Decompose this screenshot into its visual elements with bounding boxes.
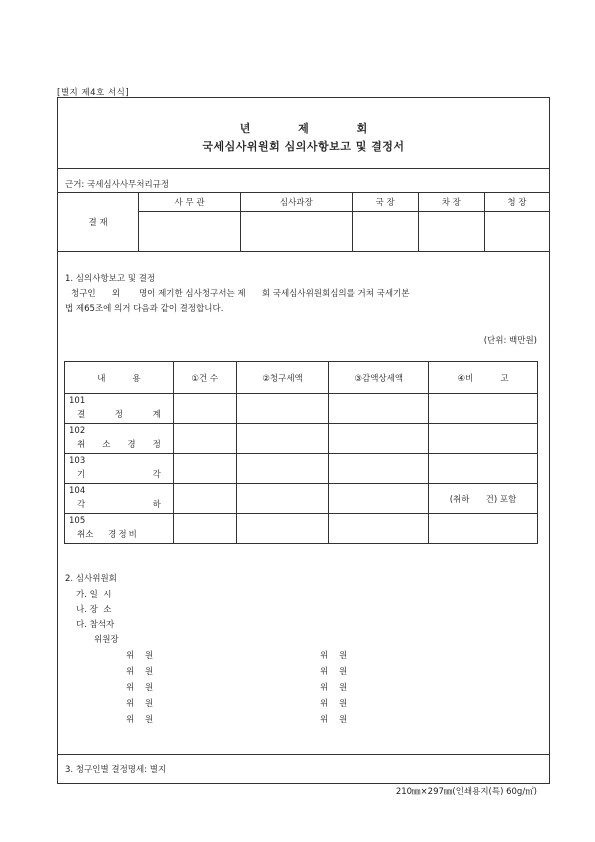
cell-remarks[interactable] (429, 454, 538, 484)
cell-remarks[interactable] (429, 394, 538, 424)
form-title-line1 (58, 120, 549, 136)
approval-label: 결 재 (58, 193, 139, 252)
table-row (65, 514, 538, 544)
member-right: 위 원 (320, 683, 348, 693)
cell-count[interactable] (173, 484, 236, 514)
approval-col-commissioner: 청 장 (484, 193, 549, 212)
member-left: 위 원 (126, 651, 154, 661)
cell-remarks[interactable]: (취하 건) 포함 (429, 484, 538, 514)
legal-basis: 근거: 국세심사사무처리규정 (65, 180, 170, 190)
cell-reduced-tax[interactable] (329, 424, 429, 454)
approval-sign-deputy[interactable] (418, 212, 484, 252)
cell-count[interactable] (173, 454, 236, 484)
member-right: 위 원 (320, 667, 348, 677)
approval-sign-officer[interactable] (139, 212, 241, 252)
form-number: [별지 제4호 서식] (57, 88, 130, 98)
cell-claimed-tax[interactable] (236, 484, 329, 514)
approval-col-section-chief: 심사과장 (241, 193, 352, 212)
cell-reduced-tax[interactable] (329, 514, 429, 544)
meeting-date-label: 가. 일 시 (76, 590, 112, 600)
cell-reduced-tax[interactable] (329, 454, 429, 484)
member-right: 위 원 (320, 699, 348, 709)
section2-heading: 2. 심사위원회 (65, 574, 117, 584)
table-row (65, 484, 538, 514)
approval-table (58, 192, 549, 252)
member-left: 위 원 (126, 715, 154, 725)
header-content: 내 용 (65, 362, 174, 394)
paper-spec: 210㎜×297㎜(인쇄용지(특) 60g/㎡) (395, 787, 537, 797)
header-remarks: ④비 고 (429, 362, 538, 394)
row-label: 103 기 각 (65, 454, 174, 484)
cell-claimed-tax[interactable] (236, 454, 329, 484)
approval-sign-bureau-director[interactable] (352, 212, 418, 252)
meeting-place-label: 나. 장 소 (76, 605, 112, 615)
cell-remarks[interactable] (429, 424, 538, 454)
cell-count[interactable] (173, 514, 236, 544)
section1-body-line1: 청구인 외 명이 제기한 심사청구서는 제 회 국세심사위원회심의를 거쳐 국세기본 (71, 289, 410, 299)
cell-reduced-tax[interactable] (329, 484, 429, 514)
approval-col-officer: 사 무 관 (139, 193, 241, 212)
cell-count[interactable] (173, 394, 236, 424)
title-number: 제 (298, 122, 309, 135)
table-row (65, 424, 538, 454)
approval-sign-commissioner[interactable] (484, 212, 549, 252)
member-left: 위 원 (126, 667, 154, 677)
divider (58, 168, 549, 169)
section1-heading: 1. 심의사항보고 및 결정 (65, 274, 156, 284)
form-frame (57, 97, 550, 784)
table-row (65, 394, 538, 424)
header-count: ①건 수 (173, 362, 236, 394)
section3-text: 3. 청구인별 결정명세: 별지 (65, 765, 167, 775)
unit-label: (단위: 백만원) (483, 336, 537, 346)
member-right: 위 원 (320, 651, 348, 661)
title-year: 년 (239, 122, 251, 135)
row-label: 102 취 소 경 정 (65, 424, 174, 454)
cell-claimed-tax[interactable] (236, 394, 329, 424)
row-label: 105 취소 경정비 (65, 514, 174, 544)
cell-count[interactable] (173, 424, 236, 454)
approval-col-deputy: 차 장 (418, 193, 484, 212)
attendees-label: 다. 참석자 (76, 620, 115, 630)
cell-reduced-tax[interactable] (329, 394, 429, 424)
section1-body-line2: 법 제65조에 의거 다음과 같이 결정합니다. (65, 304, 224, 314)
chair-label: 위원장 (94, 635, 119, 645)
header-claimed-tax: ②청구세액 (236, 362, 329, 394)
title-session: 회 (356, 122, 368, 135)
member-left: 위 원 (126, 683, 154, 693)
row-label: 104 각 하 (65, 484, 174, 514)
approval-col-bureau-director: 국 장 (352, 193, 418, 212)
cell-claimed-tax[interactable] (236, 514, 329, 544)
row-label: 101 결 정 계 (65, 394, 174, 424)
member-left: 위 원 (126, 699, 154, 709)
divider (58, 754, 549, 755)
cell-remarks[interactable] (429, 514, 538, 544)
member-right: 위 원 (320, 715, 348, 725)
header-reduced-tax: ③감액상세액 (329, 362, 429, 394)
approval-sign-section-chief[interactable] (241, 212, 352, 252)
decision-table (64, 361, 538, 544)
cell-claimed-tax[interactable] (236, 424, 329, 454)
table-row (65, 454, 538, 484)
form-title: 국세심사위원회 심의사항보고 및 결정서 (202, 140, 405, 153)
